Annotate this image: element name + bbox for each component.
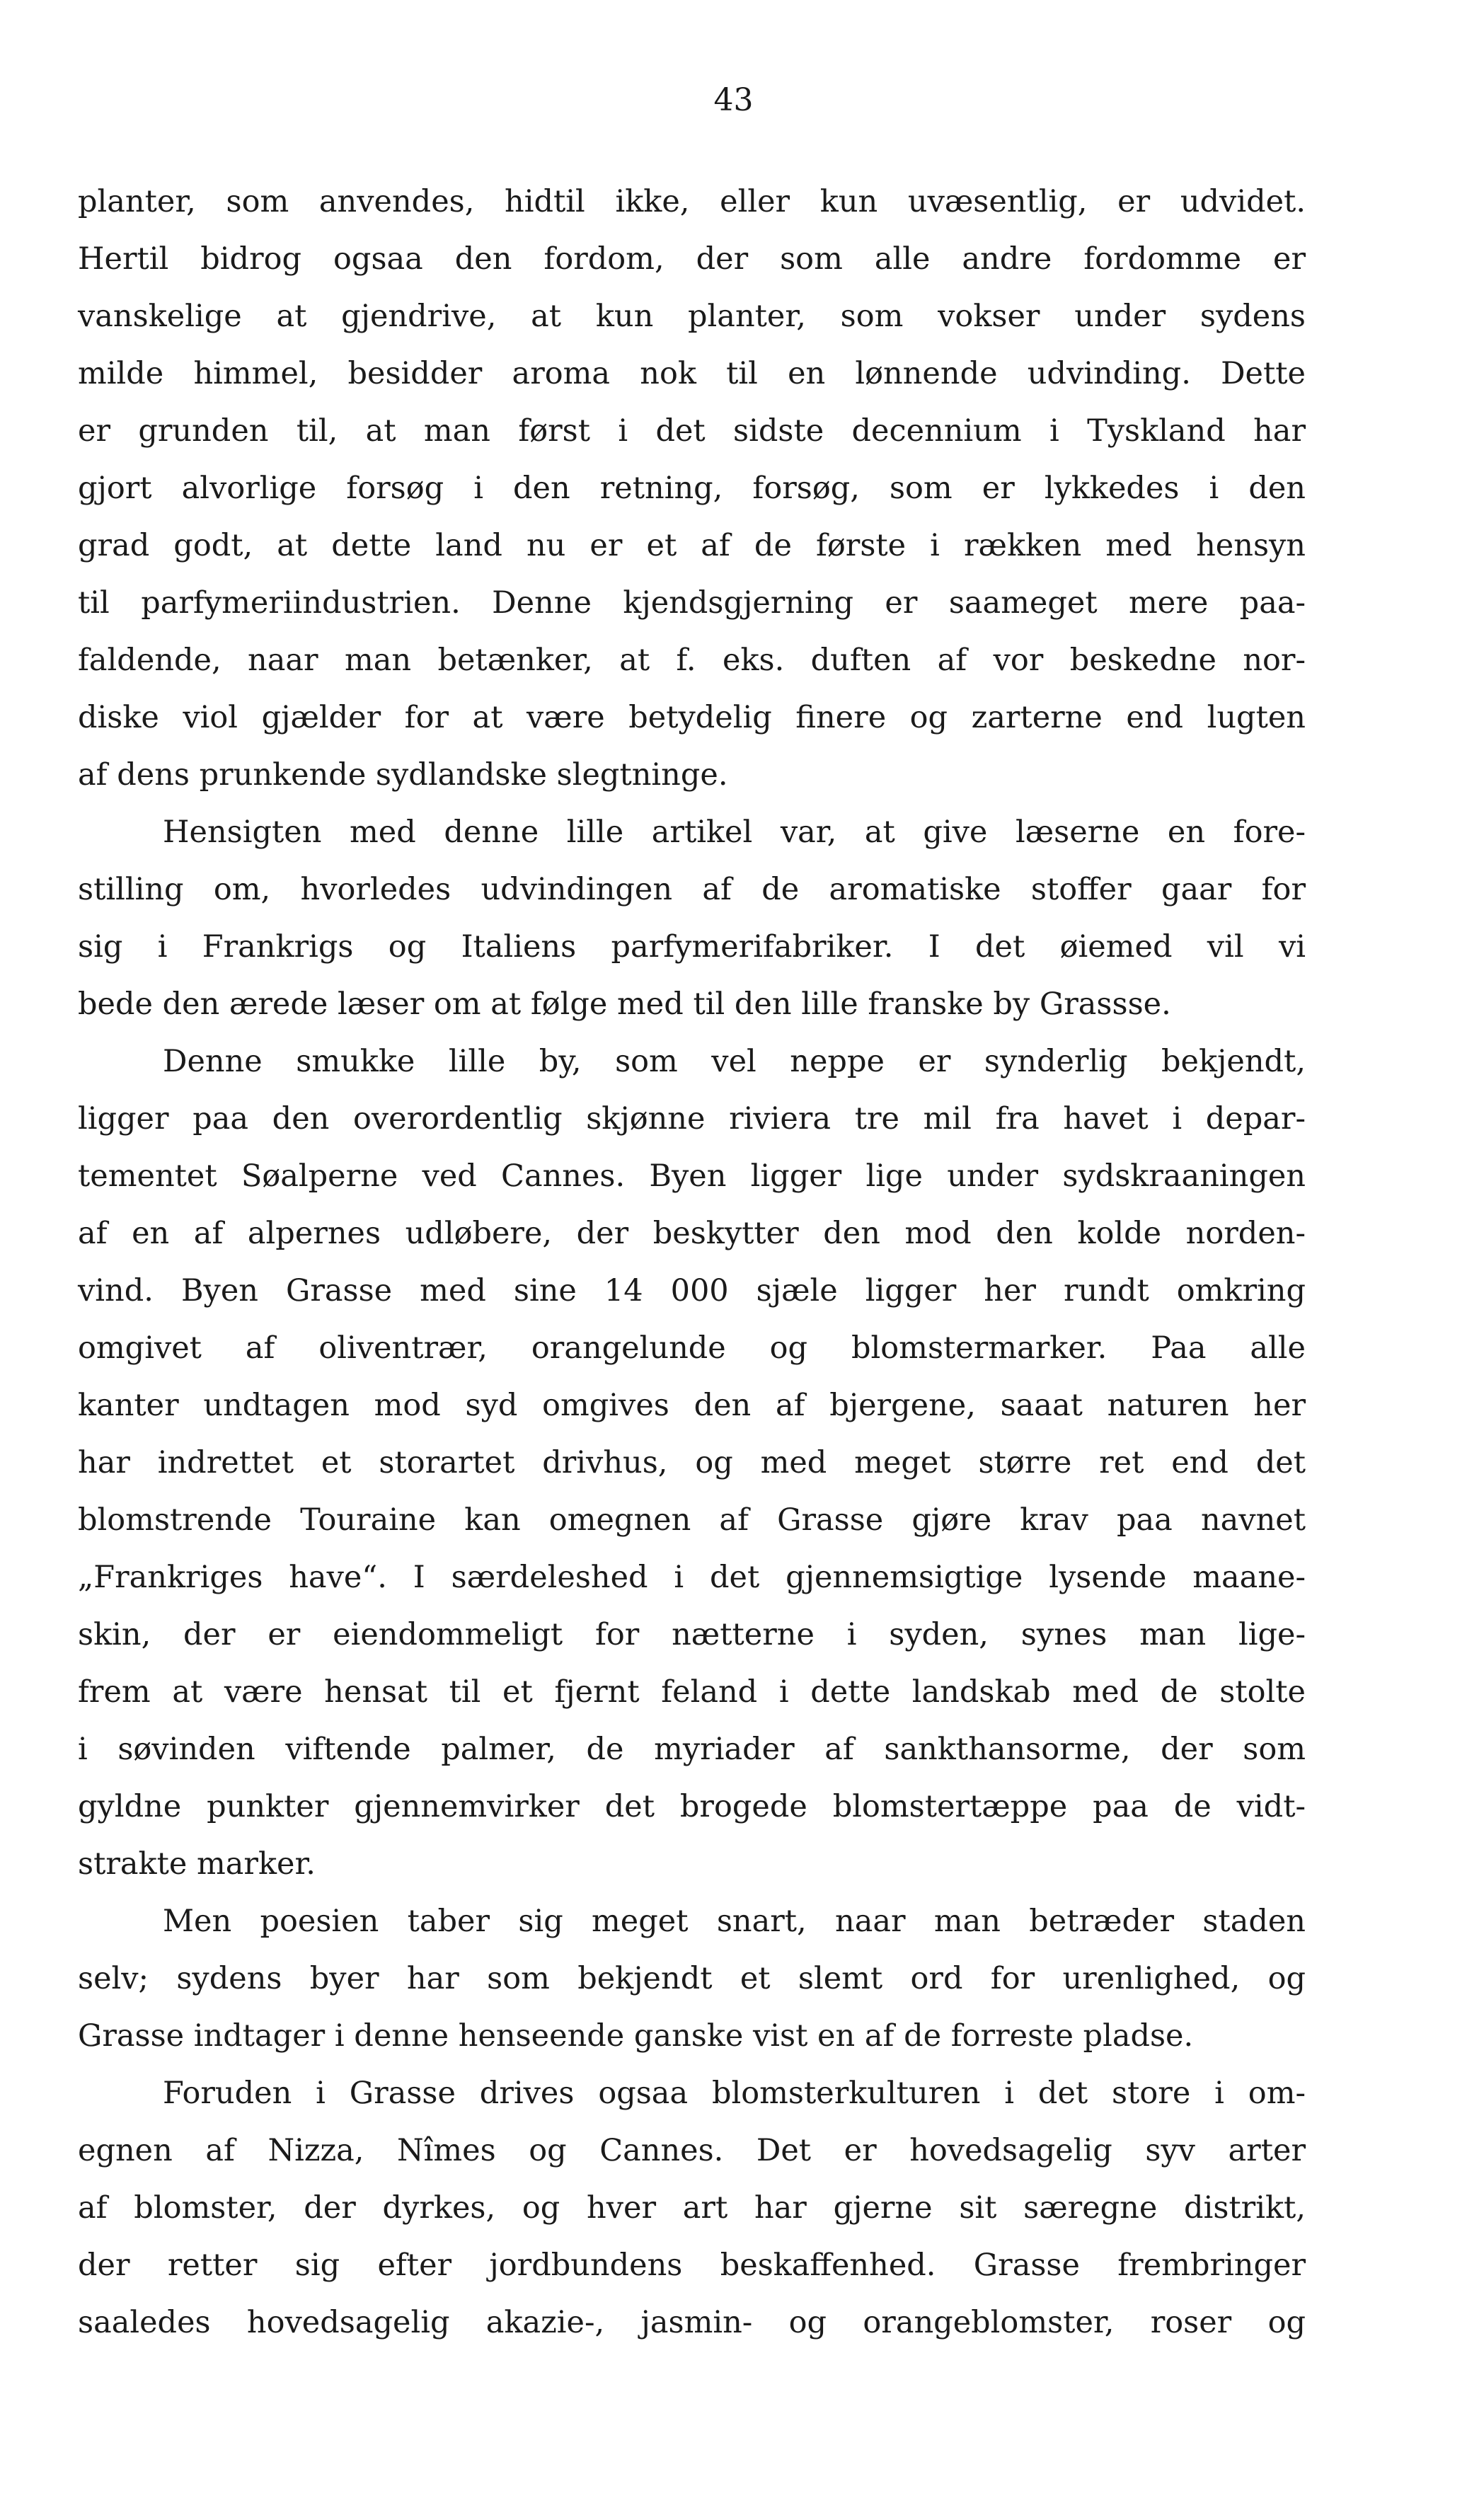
text-line: frem at være hensat til et fjernt feland i dette landskab med de stolte	[78, 1674, 1306, 1710]
text-line: Denne smukke lille by, som vel neppe er synderlig bekjendt,	[163, 1044, 1306, 1079]
text-line: Grasse indtager i denne henseende ganske vist en af de forreste pladse.	[78, 2018, 1194, 2054]
text-line: saaledes hovedsagelig akazie-, jasmin- og orangeblomster, roser og	[78, 2305, 1306, 2340]
text-line: der retter sig efter jordbundens beskaffenhed. Grasse frembringer	[78, 2248, 1306, 2283]
text-line: strakte marker.	[78, 1846, 316, 1882]
text-line: omgivet af oliventrær, orangelunde og blomstermarker. Paa alle	[78, 1330, 1306, 1366]
text-line: skin, der er eiendommeligt for nætterne i syden, synes man lige-	[78, 1617, 1306, 1652]
text-line: bede den ærede læser om at følge med til den lille franske by Grassse.	[78, 986, 1171, 1022]
text-line: gjort alvorlige forsøg i den retning, forsøg, som er lykkedes i den	[78, 471, 1306, 506]
text-line: tementet Søalperne ved Cannes. Byen ligger lige under sydskraaningen	[78, 1158, 1306, 1194]
text-line: milde himmel, besidder aroma nok til en lønnende udvinding. Dette	[78, 356, 1306, 391]
page-number: 43	[713, 82, 754, 118]
text-line: grad godt, at dette land nu er et af de første i rækken med hensyn	[78, 528, 1306, 563]
text-line: er grunden til, at man først i det sidste decennium i Tyskland har	[78, 413, 1306, 449]
text-line: faldende, naar man betænker, at f. eks. duften af vor beskedne nor-	[78, 643, 1306, 678]
text-line: Hensigten med denne lille artikel var, at give læserne en fore-	[163, 815, 1306, 850]
text-line: sig i Frankrigs og Italiens parfymerifabriker. I det øiemed vil vi	[78, 929, 1306, 965]
text-line: ligger paa den overordentlig skjønne riviera tre mil fra havet i depar-	[78, 1101, 1306, 1137]
text-line: kanter undtagen mod syd omgives den af bjergene, saaat naturen her	[78, 1388, 1306, 1423]
text-line: Foruden i Grasse drives ogsaa blomsterkulturen i det store i om-	[163, 2076, 1306, 2111]
text-line: planter, som anvendes, hidtil ikke, eller kun uvæsentlig, er udvidet.	[78, 184, 1306, 219]
text-line: har indrettet et storartet drivhus, og med meget større ret end det	[78, 1445, 1306, 1480]
text-line: blomstrende Touraine kan omegnen af Grasse gjøre krav paa navnet	[78, 1502, 1306, 1538]
text-line: vanskelige at gjendrive, at kun planter, som vokser under sydens	[78, 299, 1306, 334]
body-text	[78, 173, 1306, 2352]
text-line: egnen af Nizza, Nîmes og Cannes. Det er hovedsagelig syv arter	[78, 2133, 1306, 2168]
text-line: Hertil bidrog ogsaa den fordom, der som alle andre fordomme er	[78, 241, 1306, 277]
text-line: i søvinden viftende palmer, de myriader af sankthansorme, der som	[78, 1732, 1306, 1767]
text-line: til parfymeriindustrien. Denne kjendsgjerning er saameget mere paa-	[78, 585, 1306, 621]
text-line: selv; sydens byer har som bekjendt et slemt ord for urenlighed, og	[78, 1961, 1306, 1996]
text-line: Men poesien taber sig meget snart, naar man betræder staden	[163, 1904, 1306, 1939]
text-line: gyldne punkter gjennemvirker det brogede blomstertæppe paa de vidt-	[78, 1789, 1306, 1824]
text-line: diske viol gjælder for at være betydelig finere og zarterne end lugten	[78, 700, 1306, 735]
text-line: vind. Byen Grasse med sine 14 000 sjæle ligger her rundt omkring	[78, 1273, 1306, 1308]
text-line: af en af alpernes udløbere, der beskytter den mod den kolde norden-	[78, 1216, 1306, 1251]
text-line: af dens prunkende sydlandske slegtninge.	[78, 757, 728, 793]
text-line: „Frankriges have“. I særdeleshed i det gjennemsigtige lysende maane-	[78, 1560, 1306, 1595]
text-line: stilling om, hvorledes udvindingen af de aromatiske stoffer gaar for	[78, 872, 1306, 907]
text-line: af blomster, der dyrkes, og hver art har gjerne sit særegne distrikt,	[78, 2190, 1306, 2226]
